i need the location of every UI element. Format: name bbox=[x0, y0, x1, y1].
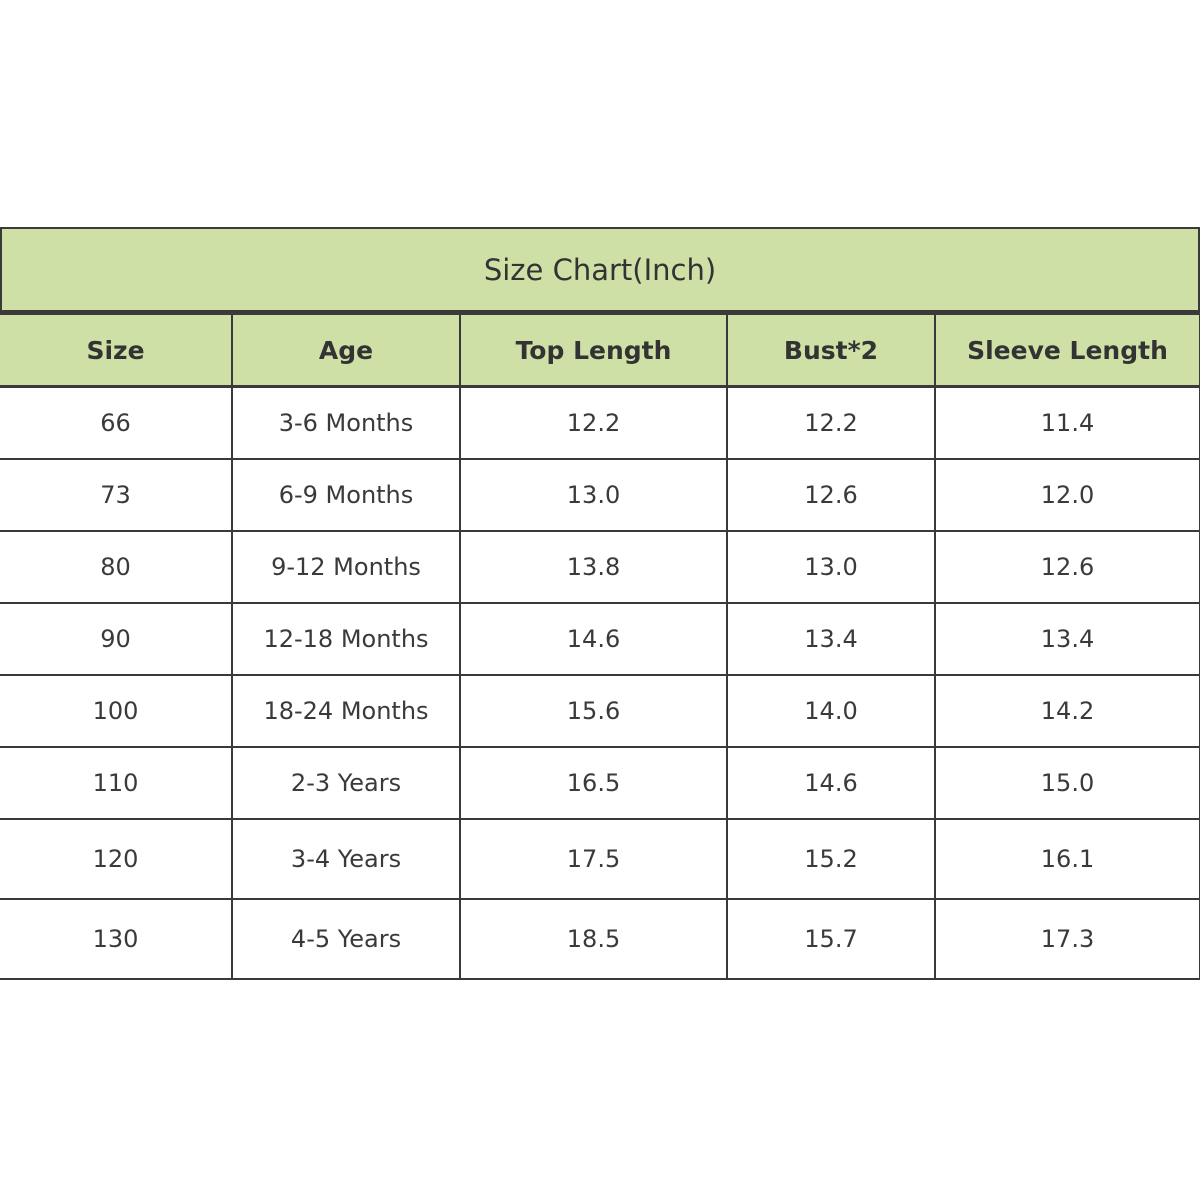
cell-bust: 12.6 bbox=[727, 459, 935, 531]
table-row bbox=[0, 459, 1200, 531]
cell-sleeve-length: 12.6 bbox=[935, 531, 1200, 603]
column-header-sleeve-length: Sleeve Length bbox=[935, 314, 1200, 387]
cell-bust: 13.4 bbox=[727, 603, 935, 675]
size-table bbox=[0, 313, 1200, 980]
cell-top-length: 12.2 bbox=[460, 387, 727, 460]
cell-size: 80 bbox=[0, 531, 232, 603]
table-row bbox=[0, 387, 1200, 460]
cell-bust: 12.2 bbox=[727, 387, 935, 460]
cell-age: 9-12 Months bbox=[232, 531, 460, 603]
table-row bbox=[0, 819, 1200, 899]
column-header-age: Age bbox=[232, 314, 460, 387]
header-row bbox=[0, 314, 1200, 387]
cell-top-length: 15.6 bbox=[460, 675, 727, 747]
cell-top-length: 17.5 bbox=[460, 819, 727, 899]
cell-size: 130 bbox=[0, 899, 232, 979]
cell-bust: 15.2 bbox=[727, 819, 935, 899]
cell-top-length: 14.6 bbox=[460, 603, 727, 675]
column-header-bust: Bust*2 bbox=[727, 314, 935, 387]
cell-size: 66 bbox=[0, 387, 232, 460]
cell-sleeve-length: 12.0 bbox=[935, 459, 1200, 531]
cell-sleeve-length: 16.1 bbox=[935, 819, 1200, 899]
cell-age: 3-4 Years bbox=[232, 819, 460, 899]
cell-age: 6-9 Months bbox=[232, 459, 460, 531]
cell-size: 90 bbox=[0, 603, 232, 675]
table-row bbox=[0, 675, 1200, 747]
cell-size: 73 bbox=[0, 459, 232, 531]
cell-age: 2-3 Years bbox=[232, 747, 460, 819]
cell-bust: 14.6 bbox=[727, 747, 935, 819]
cell-size: 100 bbox=[0, 675, 232, 747]
cell-top-length: 16.5 bbox=[460, 747, 727, 819]
cell-sleeve-length: 13.4 bbox=[935, 603, 1200, 675]
cell-age: 4-5 Years bbox=[232, 899, 460, 979]
cell-size: 110 bbox=[0, 747, 232, 819]
cell-sleeve-length: 15.0 bbox=[935, 747, 1200, 819]
cell-bust: 14.0 bbox=[727, 675, 935, 747]
table-row bbox=[0, 747, 1200, 819]
table-row bbox=[0, 531, 1200, 603]
cell-bust: 15.7 bbox=[727, 899, 935, 979]
cell-age: 12-18 Months bbox=[232, 603, 460, 675]
cell-bust: 13.0 bbox=[727, 531, 935, 603]
cell-age: 18-24 Months bbox=[232, 675, 460, 747]
cell-age: 3-6 Months bbox=[232, 387, 460, 460]
cell-size: 120 bbox=[0, 819, 232, 899]
cell-top-length: 18.5 bbox=[460, 899, 727, 979]
cell-top-length: 13.8 bbox=[460, 531, 727, 603]
cell-top-length: 13.0 bbox=[460, 459, 727, 531]
cell-sleeve-length: 11.4 bbox=[935, 387, 1200, 460]
column-header-size: Size bbox=[0, 314, 232, 387]
column-header-top-length: Top Length bbox=[460, 314, 727, 387]
cell-sleeve-length: 14.2 bbox=[935, 675, 1200, 747]
chart-title: Size Chart(Inch) bbox=[0, 229, 1200, 313]
size-chart bbox=[0, 227, 1200, 980]
table-row bbox=[0, 899, 1200, 979]
cell-sleeve-length: 17.3 bbox=[935, 899, 1200, 979]
table-row bbox=[0, 603, 1200, 675]
